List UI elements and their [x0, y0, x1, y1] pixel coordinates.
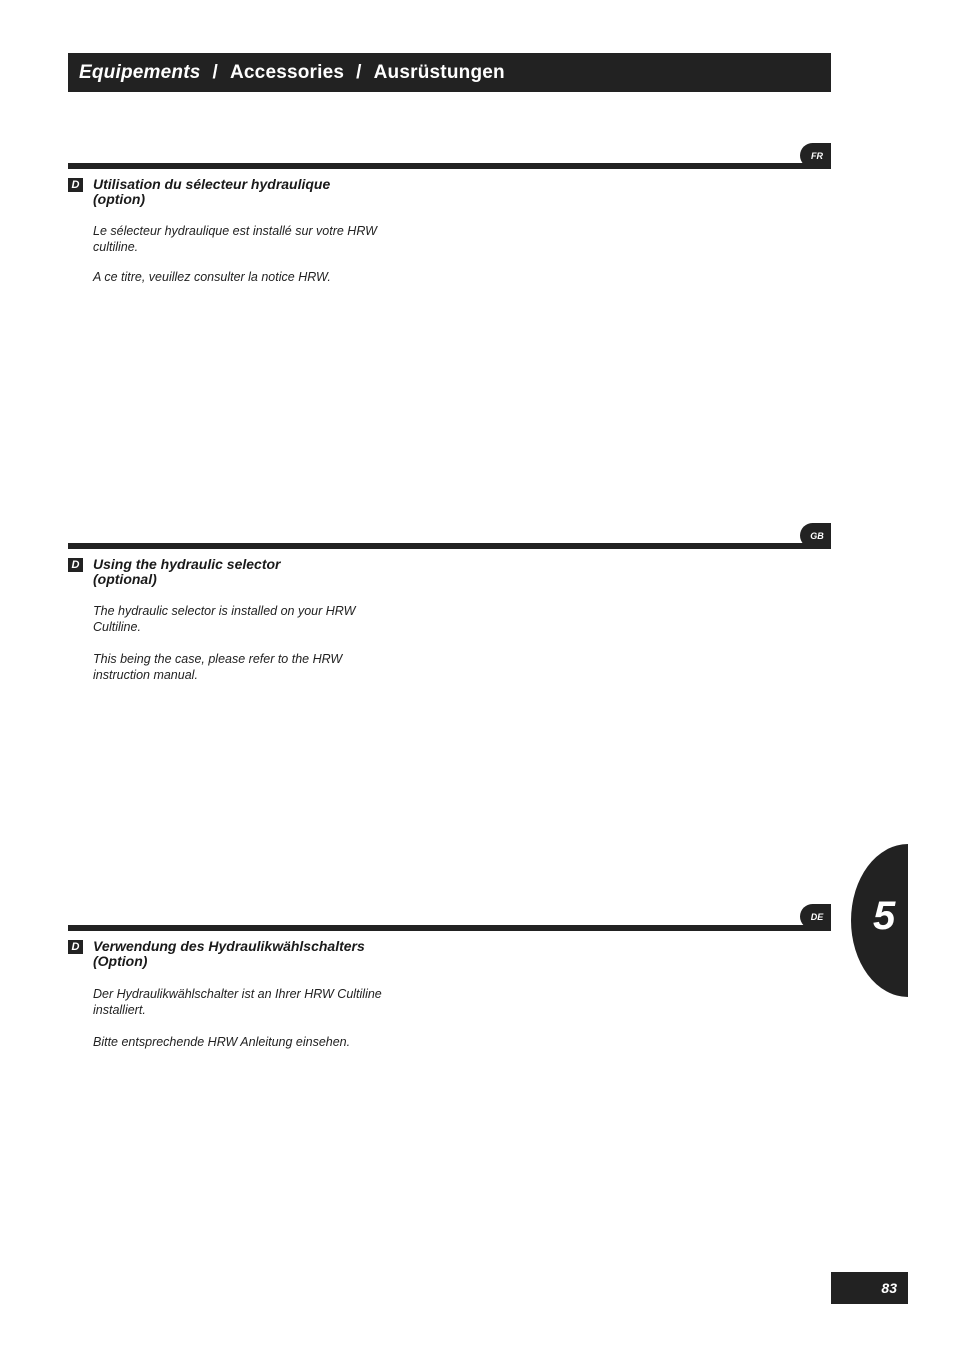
text-line: cultiline. [93, 240, 139, 254]
paragraph-gb-2 [93, 651, 423, 683]
section-badge-gb: D [68, 558, 83, 572]
page-header [68, 53, 831, 92]
text-line: installiert. [93, 1003, 146, 1017]
paragraph-fr-1 [93, 223, 423, 255]
paragraph-fr-2 [93, 269, 423, 285]
section-title-line: (optional) [93, 571, 157, 587]
paragraph-gb-1 [93, 603, 423, 635]
language-tab-de: DE [800, 904, 831, 929]
section-title-gb [93, 557, 433, 587]
text-line: A ce titre, veuillez consulter la notice HRW. [93, 270, 331, 284]
page-number: 83 [831, 1272, 908, 1304]
section-title-line: Using the hydraulic selector [93, 556, 281, 572]
section-title-line: (Option) [93, 953, 148, 969]
section-rule-de [68, 925, 831, 931]
section-rule-fr [68, 163, 831, 169]
chapter-number: 5 [873, 894, 896, 938]
section-title-line: Verwendung des Hydraulikwählschalters [93, 938, 365, 954]
text-line: Der Hydraulikwählschalter ist an Ihrer HRW Cultiline [93, 987, 382, 1001]
section-badge-de: D [68, 940, 83, 954]
section-title-line: (option) [93, 191, 146, 207]
header-title-de: Ausrüstungen [373, 61, 505, 83]
section-title-line: Utilisation du sélecteur hydraulique [93, 176, 331, 192]
section-badge-fr: D [68, 178, 83, 192]
text-line: This being the case, please refer to the HRW [93, 652, 343, 666]
language-tab-gb: GB [800, 523, 831, 548]
text-line: The hydraulic selector is installed on your HRW [93, 604, 356, 618]
paragraph-de-1 [93, 986, 423, 1018]
text-line: instruction manual. [93, 668, 198, 682]
language-tab-fr: FR [800, 143, 831, 168]
header-title-gb: Accessories [229, 61, 345, 83]
header-title-fr: Equipements [79, 61, 201, 83]
text-line: Le sélecteur hydraulique est installé sur votre HRW [93, 224, 377, 238]
text-line: Bitte entsprechende HRW Anleitung einsehen. [93, 1035, 351, 1049]
paragraph-de-2 [93, 1034, 423, 1050]
header-separator: / [212, 61, 218, 83]
header-separator: / [356, 61, 362, 83]
section-rule-gb [68, 543, 831, 549]
section-title-fr [93, 177, 433, 207]
section-title-de [93, 939, 433, 969]
text-line: Cultiline. [93, 620, 141, 634]
chapter-tab [851, 844, 908, 997]
